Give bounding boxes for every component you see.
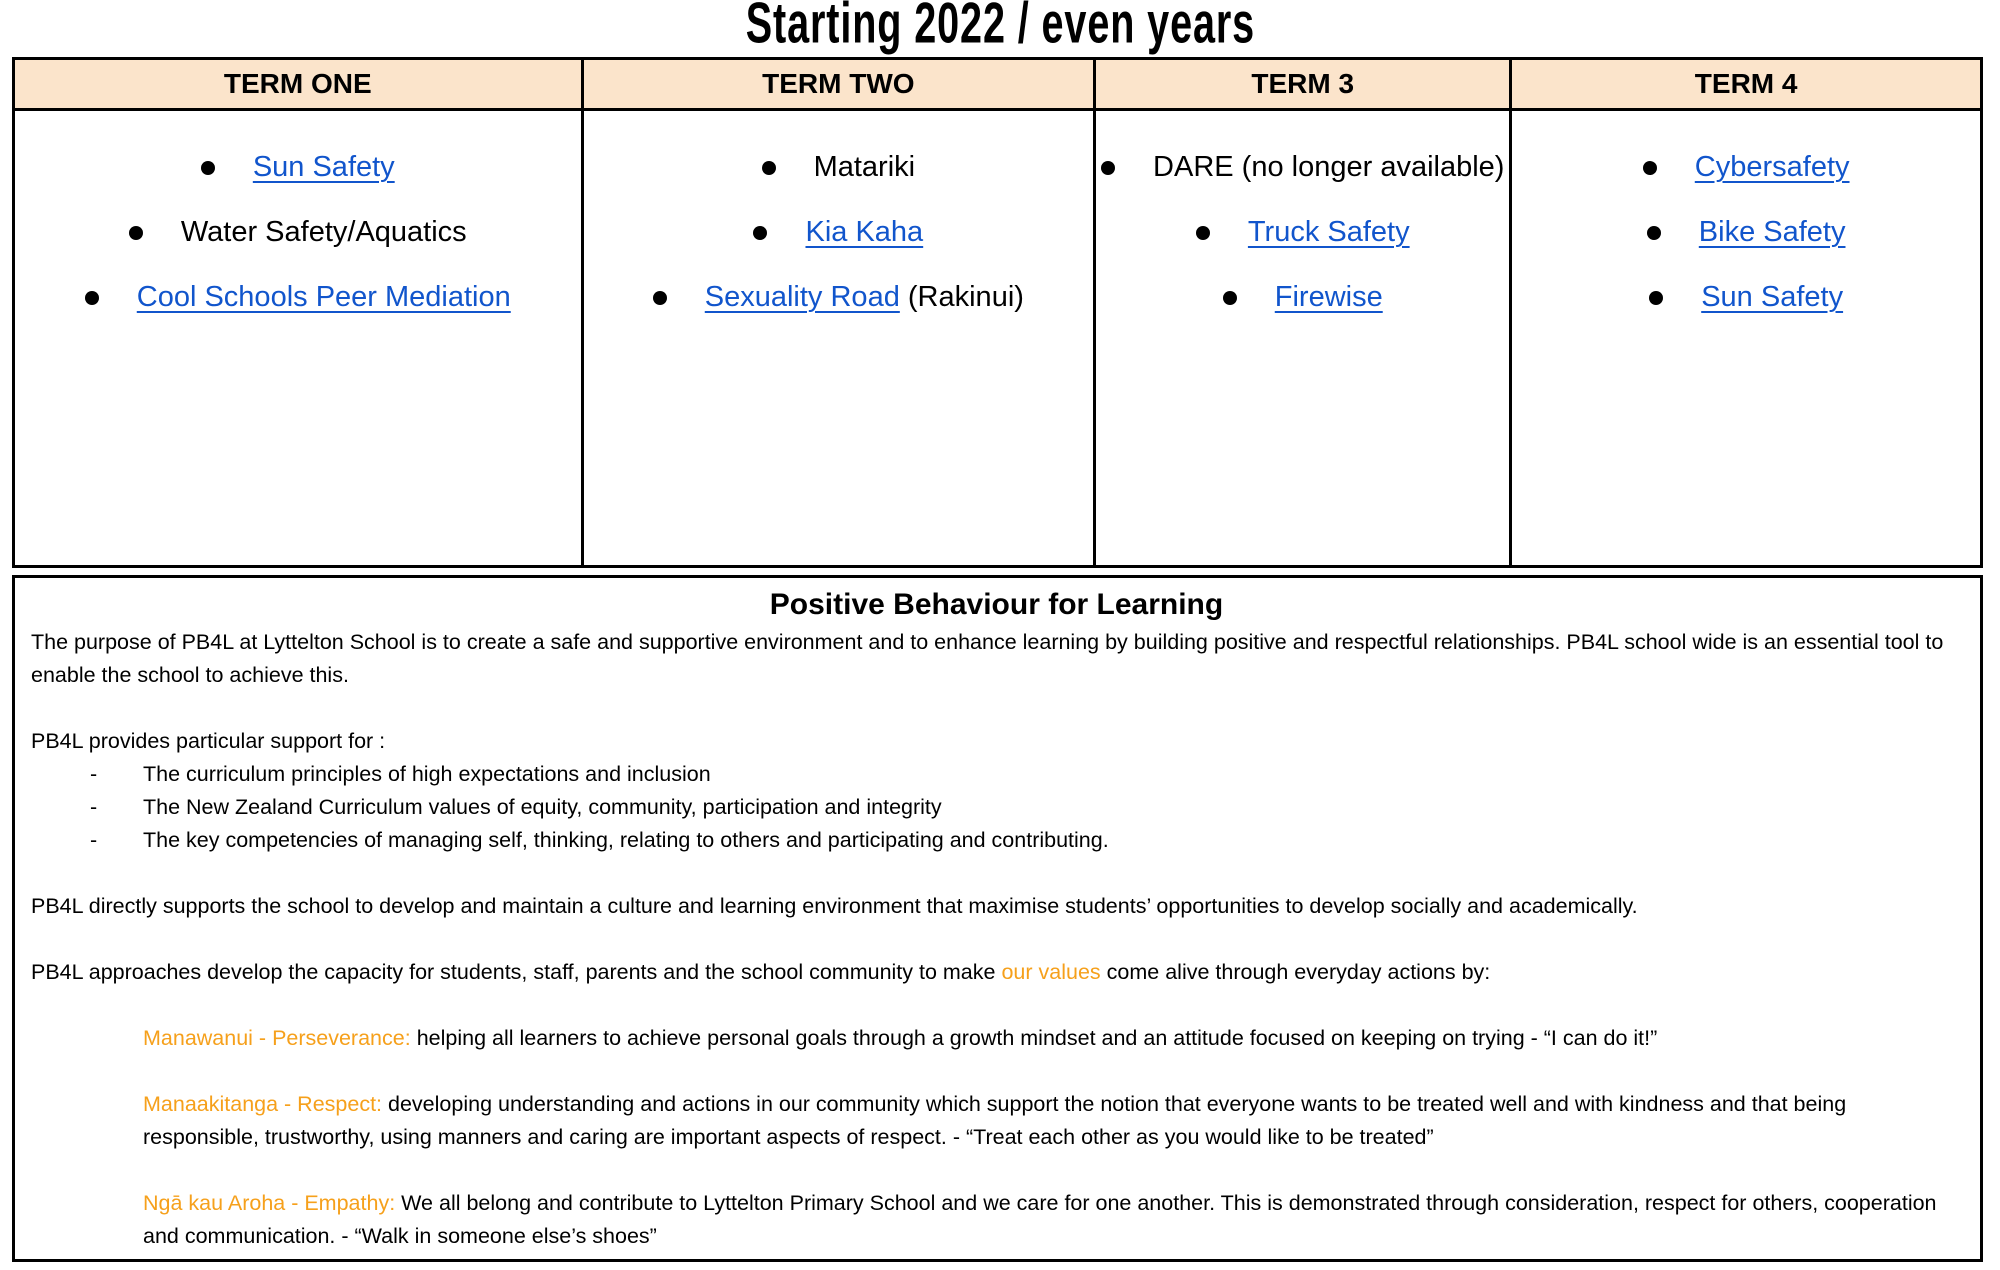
list-item (584, 200, 1094, 265)
term-4-list (1512, 135, 1980, 330)
value-nga-kau-aroha-text: We all belong and contribute to Lyttelton Primary School and we care for one another. This is demonstrated through consideration, respect for others, cooperation and communication. - “Walk in someone else’s shoes” (143, 1191, 1937, 1248)
bullet-icon (1647, 226, 1661, 240)
value-manaakitanga-text: developing understanding and actions in our community which support the notion that everyone wants to be treated well and with kindness and that being responsible, trustworthy, using manners and caring are important aspects of respect. - “Treat each other as you would like to be treated” (143, 1092, 1847, 1149)
approaches-text-before: PB4L approaches develop the capacity for students, staff, parents and the school community to make (31, 960, 996, 984)
bullet-icon (1101, 161, 1115, 175)
value-manaakitanga-label: Manaakitanga - Respect: (143, 1092, 383, 1116)
link-sun-safety[interactable]: Sun Safety (252, 151, 395, 183)
term-3-header: TERM 3 (1093, 60, 1509, 111)
term-one-cell (15, 111, 581, 565)
value-manawanui-label: Manawanui - Perseverance: (143, 1026, 411, 1050)
bullet-icon (201, 161, 215, 175)
link-sun-safety-term4[interactable]: Sun Safety (1701, 281, 1844, 313)
list-item: - The key competencies of managing self, thinking, relating to others and participating and contributing. (31, 824, 1962, 857)
terms-table (12, 57, 1983, 568)
list-item (1512, 265, 1980, 330)
bullet-icon (753, 226, 767, 240)
pb4l-approaches-paragraph (31, 956, 1962, 989)
list-item (584, 135, 1094, 200)
pb4l-heading: Positive Behaviour for Learning (769, 588, 1224, 621)
document-title (0, 0, 2000, 56)
pb4l-support-list (31, 758, 1962, 857)
link-firewise[interactable]: Firewise (1274, 281, 1383, 313)
value-manawanui-paragraph (31, 1022, 1962, 1055)
pb4l-support-intro: PB4L provides particular support for : (31, 729, 386, 753)
bullet-icon (85, 291, 99, 305)
term-4-header: TERM 4 (1509, 60, 1980, 111)
list-item (15, 265, 581, 330)
term-two-list (584, 135, 1094, 330)
document-title-text: Starting 2022 / even years (745, 0, 1255, 56)
bullet-icon (129, 226, 143, 240)
term-two-header: TERM TWO (581, 60, 1094, 111)
value-manawanui-text: helping all learners to achieve personal goals through a growth mindset and an attitude focused on keeping on trying - “I can do it!” (416, 1026, 1658, 1050)
text-water-safety-aquatics: Water Safety/Aquatics (180, 216, 467, 248)
term-one-header: TERM ONE (15, 60, 581, 111)
list-item: - The New Zealand Curriculum values of equity, community, participation and integrity (31, 791, 1962, 824)
term-3-cell (1093, 111, 1509, 565)
text-matariki: Matariki (813, 151, 916, 183)
term-3-list (1096, 135, 1509, 330)
bullet-icon (653, 291, 667, 305)
link-cybersafety[interactable]: Cybersafety (1694, 151, 1850, 183)
approaches-text-after: come alive through everyday actions by: (1106, 960, 1491, 984)
link-truck-safety[interactable]: Truck Safety (1247, 216, 1410, 248)
value-nga-kau-aroha-label: Ngā kau Aroha - Empathy: (143, 1191, 396, 1215)
pb4l-section (12, 575, 1983, 1262)
list-item (1096, 135, 1509, 200)
list-item (1096, 200, 1509, 265)
list-item (1096, 265, 1509, 330)
bullet-icon (1223, 291, 1237, 305)
bullet-icon (1196, 226, 1210, 240)
bullet-icon (1649, 291, 1663, 305)
list-item (15, 135, 581, 200)
list-item (1512, 135, 1980, 200)
list-item (584, 265, 1094, 330)
link-sexuality-road[interactable]: Sexuality Road (704, 281, 900, 313)
link-kia-kaha[interactable]: Kia Kaha (805, 216, 924, 248)
pb4l-supports-paragraph: PB4L directly supports the school to develop and maintain a culture and learning environment that maximise students’ opportunities to develop socially and academically. (31, 894, 1638, 918)
our-values-highlight: our values (1001, 960, 1101, 984)
pb4l-purpose-paragraph: The purpose of PB4L at Lyttelton School is to create a safe and supportive environment and to enhance learning by building positive and respectful relationships. PB4L school wide is an essential tool to enable the school to achieve this. (31, 630, 1944, 687)
value-manaakitanga-paragraph (31, 1088, 1962, 1154)
list-item (1512, 200, 1980, 265)
value-nga-kau-aroha-paragraph (31, 1187, 1962, 1253)
link-cool-schools-peer-mediation[interactable]: Cool Schools Peer Mediation (136, 281, 511, 313)
term-two-cell (581, 111, 1094, 565)
term-4-cell (1509, 111, 1980, 565)
list-item (15, 200, 581, 265)
term-one-list (15, 135, 581, 330)
text-rakinui-suffix: (Rakinui) (907, 281, 1024, 313)
text-dare: DARE (no longer available) (1153, 151, 1505, 183)
bullet-icon (1643, 161, 1657, 175)
bullet-icon (762, 161, 776, 175)
link-bike-safety[interactable]: Bike Safety (1698, 216, 1846, 248)
list-item: - The curriculum principles of high expectations and inclusion (31, 758, 1962, 791)
